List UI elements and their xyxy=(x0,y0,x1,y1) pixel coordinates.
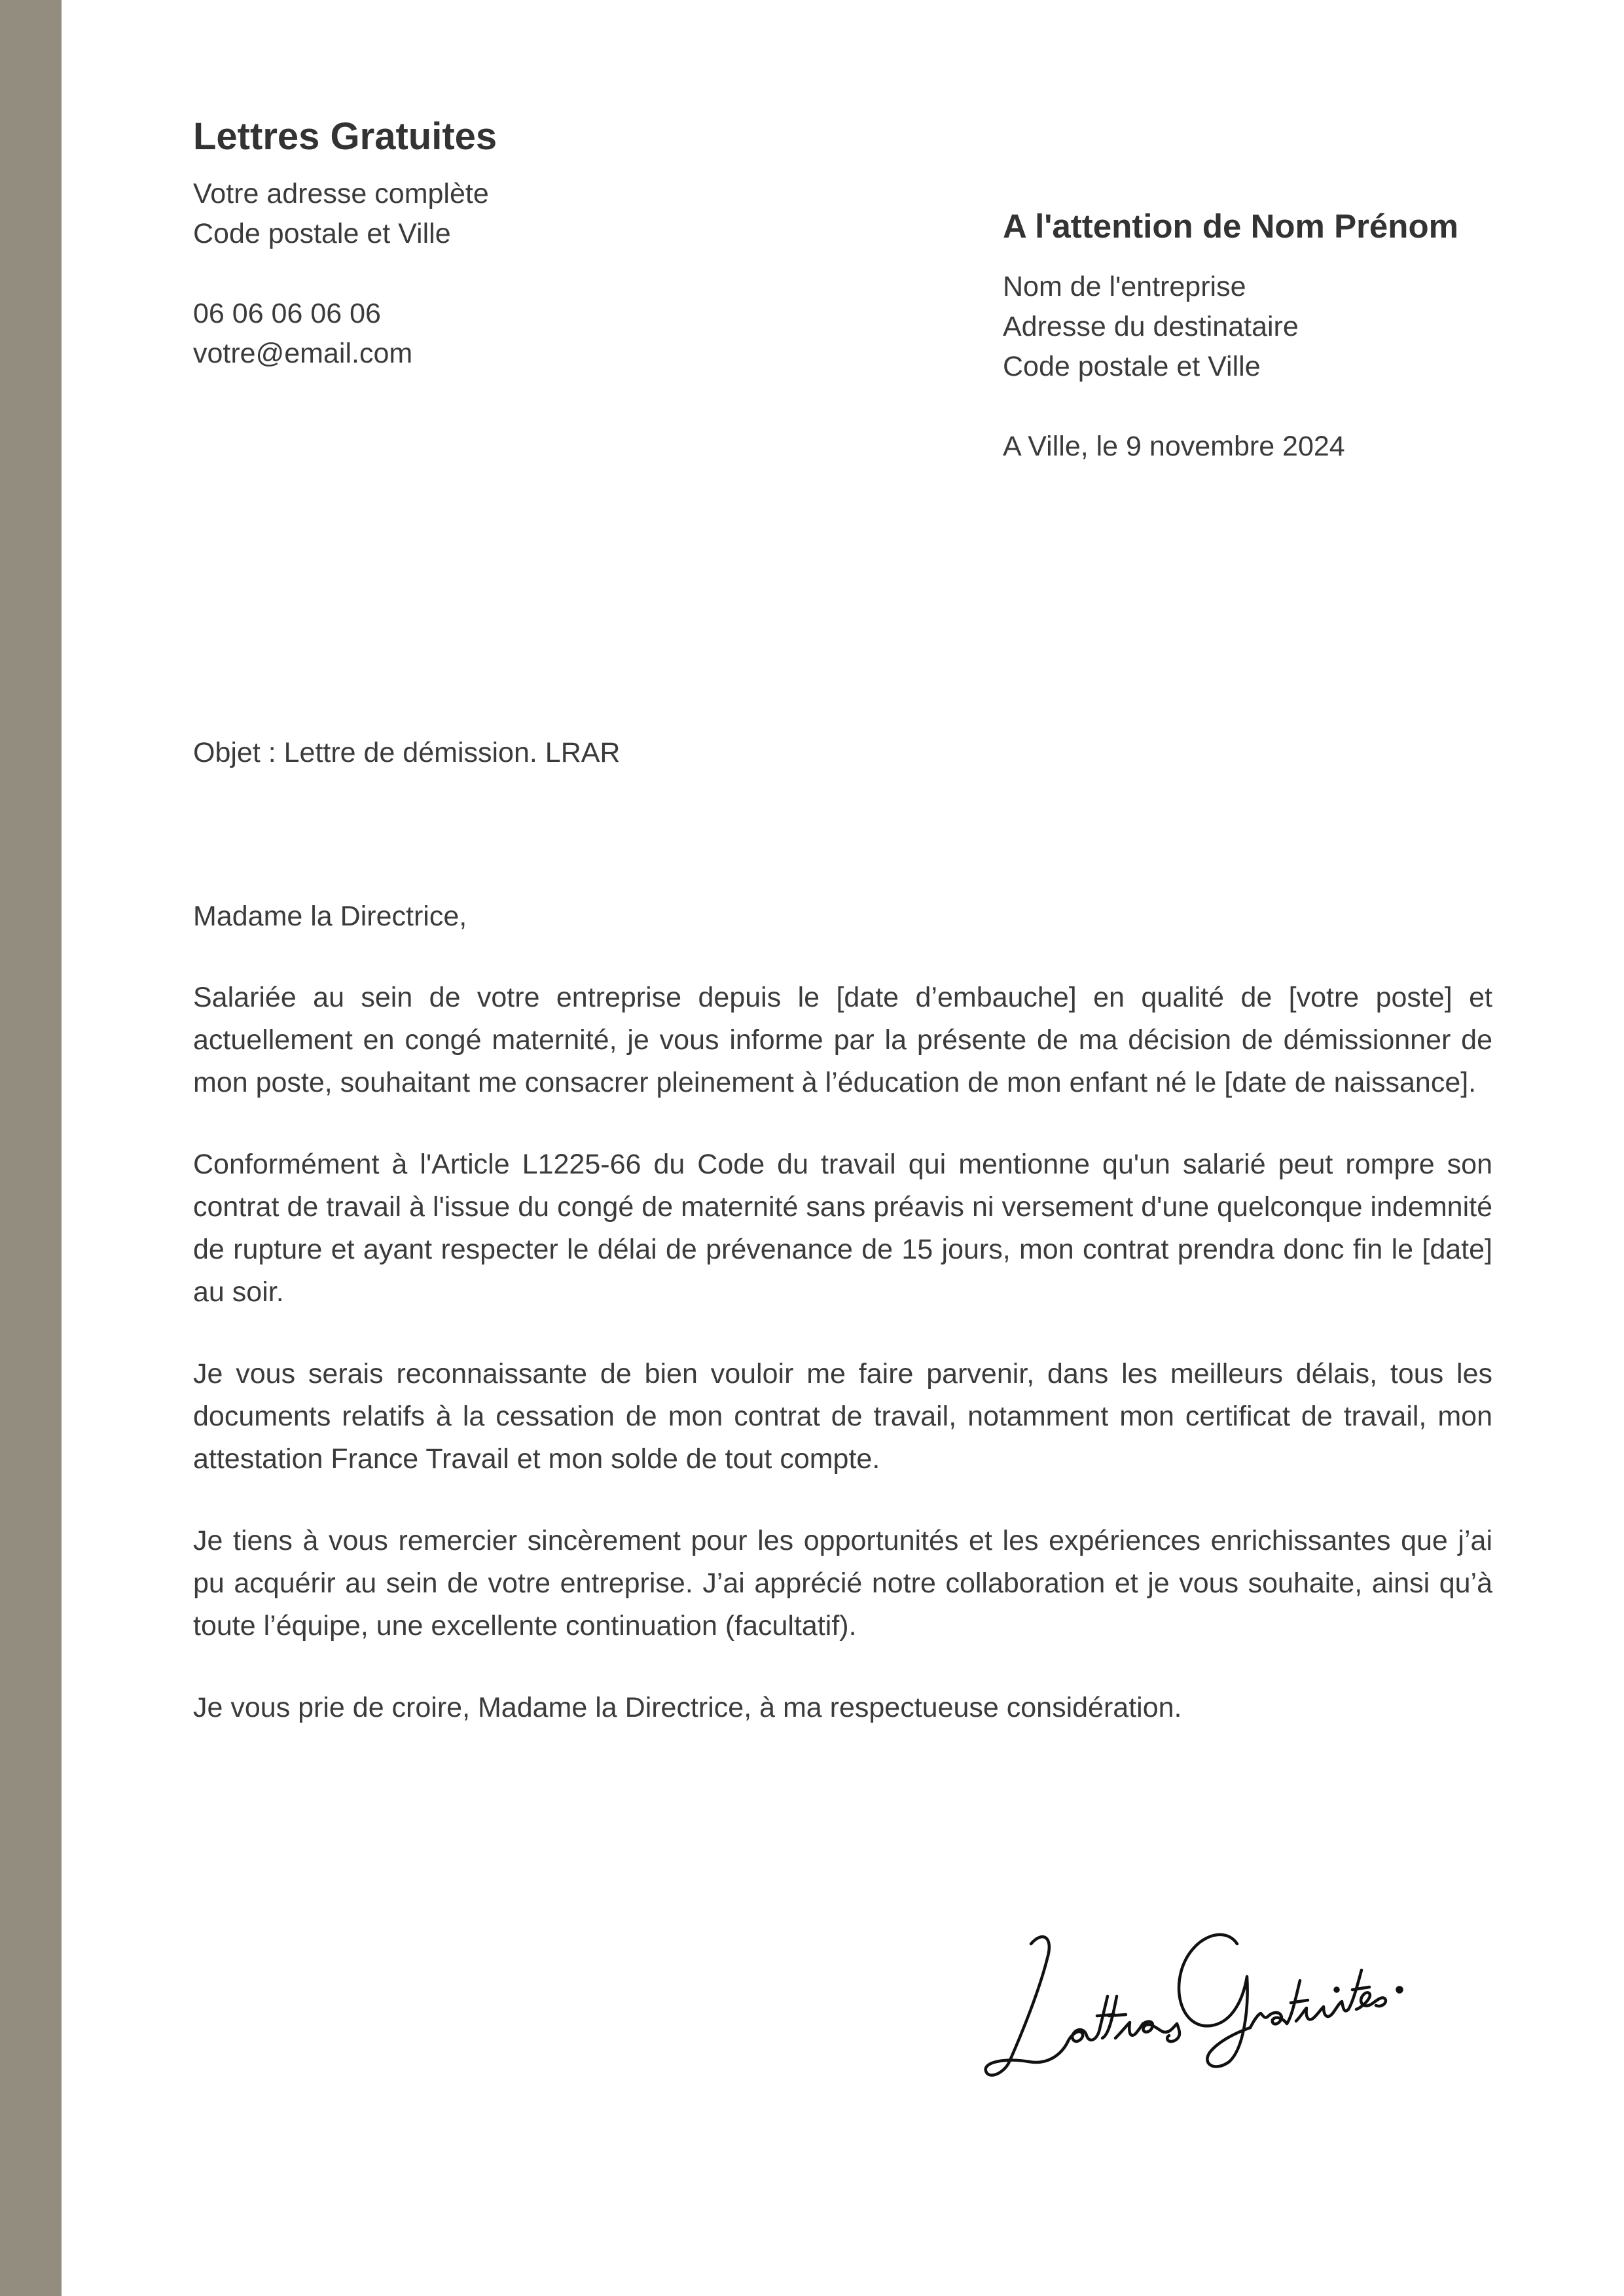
recipient-city: Code postale et Ville xyxy=(1003,351,1261,382)
paragraph: Salariée au sein de votre entreprise depuis le [date d’embauche] en qualité de [votre poste] et actuellement en congé maternité, je vous informe par la présente de ma décision de démissionner de mon poste, souhaitant me consacrer pleinement à l’éducation de mon enfant né le [date de naissance]. xyxy=(193,982,1492,1098)
letter-body xyxy=(193,977,1492,1768)
sender-name: Lettres Gratuites xyxy=(193,115,497,158)
sender-city: Code postale et Ville xyxy=(193,218,451,249)
recipient-attention: A l'attention de Nom Prénom xyxy=(1003,207,1458,245)
letter-subject: Objet : Lettre de démission. LRAR xyxy=(193,737,621,768)
recipient-address: Adresse du destinataire xyxy=(1003,311,1299,342)
letter-salutation: Madame la Directrice, xyxy=(193,901,467,932)
date-line: A Ville, le 9 novembre 2024 xyxy=(1003,431,1345,462)
sender-phone: 06 06 06 06 06 xyxy=(193,298,381,329)
sender-block xyxy=(193,111,782,374)
spacer xyxy=(193,254,782,294)
paragraph: Je tiens à vous remercier sincèrement pour les opportunités et les expériences enrichissantes que j’ai pu acquérir au sein de votre entreprise. J’ai apprécié notre collaboration et je vous souhaite, ainsi qu’à toute l’équipe, une excellente continuation (facultatif). xyxy=(193,1525,1492,1641)
spacer xyxy=(1003,387,1592,427)
decorative-side-band xyxy=(0,0,62,2296)
paragraph: Je vous serais reconnaissante de bien vouloir me faire parvenir, dans les meilleurs délais, tous les documents relatifs à la cessation de mon contrat de travail, notamment mon certificat de travail, mon attestation France Travail et mon solde de tout compte. xyxy=(193,1358,1492,1475)
recipient-block xyxy=(1003,203,1592,467)
handwritten-signature xyxy=(969,1898,1414,2094)
paragraph: Conformément à l'Article L1225-66 du Code du travail qui mentionne qu'un salarié peut rompre son contrat de travail à l'issue du congé de maternité sans préavis ni versement d'une quelconque indemnité de rupture et ayant respecter le délai de prévenance de 15 jours, mon contrat prendra donc fin le [date] au soir. xyxy=(193,1149,1492,1308)
sender-address: Votre adresse complète xyxy=(193,178,489,209)
paragraph: Je vous prie de croire, Madame la Directrice, à ma respectueuse considération. xyxy=(193,1692,1182,1723)
sender-email: votre@email.com xyxy=(193,338,413,369)
recipient-company: Nom de l'entreprise xyxy=(1003,271,1246,302)
